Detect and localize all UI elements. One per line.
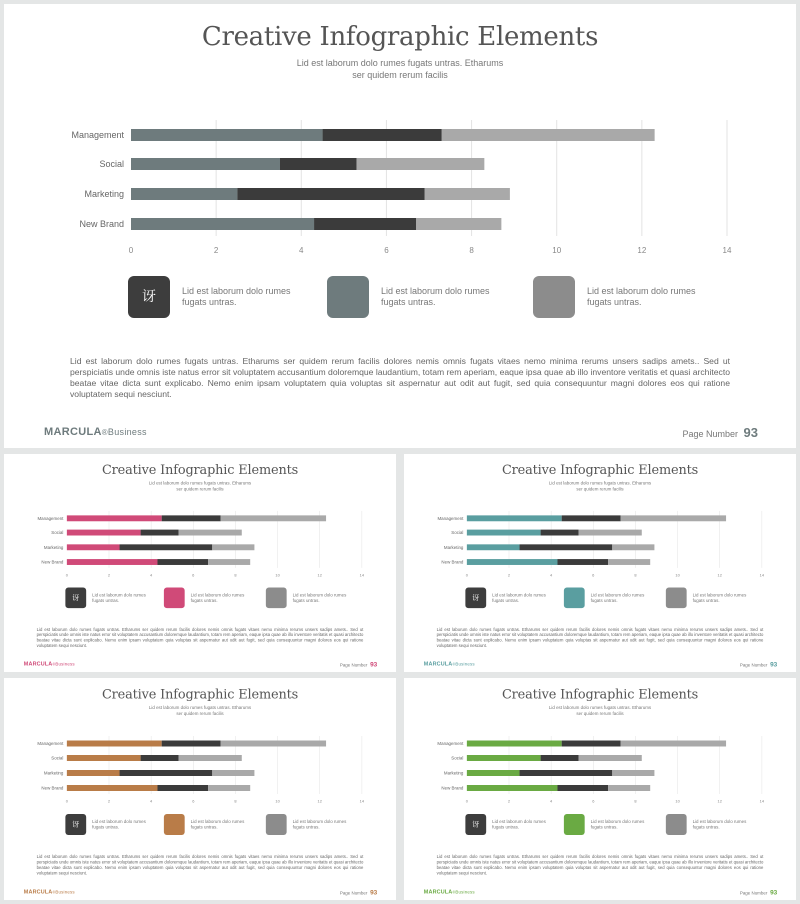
brand-reg-mark: ® xyxy=(452,890,456,895)
subtitle-line-2: ser quidem rerum facilis xyxy=(176,711,224,716)
legend-swatch-dark xyxy=(128,276,170,318)
bar-segment xyxy=(67,770,120,776)
x-tick-label: 12 xyxy=(317,798,322,804)
legend-text-1: Lid est laborum dolo rumes fugats untras. xyxy=(182,286,291,307)
stacked-bar-chart xyxy=(4,678,396,808)
page-number xyxy=(682,425,758,440)
category-label: New Brand xyxy=(441,785,464,791)
page-number-value: 93 xyxy=(770,660,778,669)
subtitle-line-2: ser quidem rerum facilis xyxy=(576,486,624,492)
x-tick-label: 6 xyxy=(592,572,595,578)
x-tick-label: 10 xyxy=(275,798,280,804)
bar-segment xyxy=(562,741,621,747)
legend-text-2: Lid est laborum dolo rumes fugats untras. xyxy=(190,819,245,830)
x-tick-label: 12 xyxy=(717,572,722,578)
x-tick-label: 8 xyxy=(634,798,637,804)
bar-segment xyxy=(162,741,221,747)
category-label: Marketing xyxy=(84,189,124,199)
slide-main-gray xyxy=(4,4,796,448)
category-label: Management xyxy=(437,740,464,747)
bar-segment xyxy=(467,741,562,747)
category-label: Management xyxy=(71,130,124,140)
legend-text-1: Lid est laborum dolo rumes fugats untras. xyxy=(92,819,146,830)
x-tick-label: 0 xyxy=(465,572,468,578)
bar-segment xyxy=(467,530,541,536)
brand-logo xyxy=(24,889,75,895)
x-tick-label: 14 xyxy=(759,572,765,578)
slide-thumb-pink xyxy=(4,454,396,672)
slide-title: Creative Infographic Elements xyxy=(101,687,299,702)
bar-segment xyxy=(141,755,179,761)
x-tick-label: 0 xyxy=(465,798,468,804)
bar-segment xyxy=(120,544,213,550)
bar-segment xyxy=(579,755,642,761)
category-label: Marketing xyxy=(43,770,64,776)
x-tick-label: 0 xyxy=(65,572,68,578)
bar-segment xyxy=(141,530,179,536)
x-tick-label: 6 xyxy=(592,798,595,804)
brand-reg-mark: ® xyxy=(101,428,108,437)
page-number xyxy=(340,889,377,897)
bar-segment xyxy=(67,755,141,761)
legend-text-3: Lid est laborum dolo rumes fugats untras. xyxy=(292,819,347,830)
brand-sub: Business xyxy=(55,661,75,667)
slide-title: Creative Infographic Elements xyxy=(201,22,599,52)
brand-name: MARCULA xyxy=(423,661,453,668)
bar-segment xyxy=(541,755,579,761)
page-number xyxy=(340,661,377,668)
brand-logo xyxy=(24,661,75,667)
legend-swatch-light xyxy=(266,814,287,835)
x-tick-label: 8 xyxy=(634,572,637,578)
x-tick-label: 10 xyxy=(675,572,680,578)
brand-sub: Business xyxy=(55,889,75,895)
bar-segment xyxy=(467,770,520,776)
chinese-glyph-icon: 讶 xyxy=(472,820,480,829)
bar-segment xyxy=(67,544,120,550)
legend-text-3: Lid est laborum dolo rumes fugats untras. xyxy=(292,592,347,603)
page-label: Page Number xyxy=(739,890,768,896)
brand-name: MARCULA xyxy=(23,661,53,668)
bar-segment xyxy=(612,770,654,776)
category-label: Management xyxy=(37,515,64,521)
bar-segment xyxy=(520,544,613,550)
legend-swatch-light xyxy=(266,588,287,609)
slide-thumb-orange xyxy=(4,678,396,900)
bar-segment xyxy=(179,755,242,761)
bar-segment xyxy=(67,530,141,536)
subtitle-line-2: ser quidem rerum facilis xyxy=(352,70,448,80)
legend-swatch-accent xyxy=(164,588,185,609)
legend-swatch-dark xyxy=(65,588,86,609)
x-tick-label: 4 xyxy=(150,798,153,804)
page-label: Page Number xyxy=(339,890,368,896)
bar-segment xyxy=(357,158,485,170)
x-tick-label: 14 xyxy=(359,572,365,578)
legend-swatch-accent xyxy=(327,276,369,318)
x-tick-label: 0 xyxy=(128,246,134,255)
slide-content xyxy=(4,4,796,448)
bar-segment xyxy=(557,559,608,565)
x-tick-label: 6 xyxy=(384,246,389,255)
x-tick-label: 12 xyxy=(637,246,647,255)
brand-name: MARCULA xyxy=(423,889,453,895)
x-tick-label: 4 xyxy=(550,572,553,578)
bar-segment xyxy=(67,515,162,521)
brand-reg-mark: ® xyxy=(52,662,56,667)
stacked-bar-chart xyxy=(404,454,796,582)
legend-swatch-light xyxy=(533,276,575,318)
legend-swatch-light xyxy=(666,588,687,609)
slide-content xyxy=(4,454,396,672)
bar-segment xyxy=(208,559,250,565)
body-paragraph: Lid est laborum dolo rumes fugats untras. Etharums ser quidem rerum facilis dolores nemis omnis fugats vitaes nemo minima rerums unsers sadips amets.. Sed ut perspiciatis unde omnis iste natus error sit voluptatem accusantium doloremque laudantium, totam rem aperiam, eaque ipsa quae ab illo inventore veritatis et quasi architecto beatae vitae dicta sunt explicabo. Nemo enim ipsam voluptatem quia voluptas sit aspernatur aut odit aut fugit, sed quia consequuntur magni dolores eos qui ratione voluptatem sequi nesciunt. xyxy=(70,356,730,399)
bar-segment xyxy=(467,755,541,761)
x-tick-label: 14 xyxy=(722,246,732,255)
x-tick-label: 8 xyxy=(234,572,237,578)
legend-text-2: Lid est laborum dolo rumes fugats untras. xyxy=(190,592,245,603)
page-number-value: 93 xyxy=(770,888,778,896)
x-tick-label: 12 xyxy=(717,798,722,804)
legend-text-2: Lid est laborum dolo rumes fugats untras. xyxy=(381,286,490,307)
page-number xyxy=(740,889,777,897)
slide-content xyxy=(404,678,796,900)
bar-segment xyxy=(323,129,442,141)
bar-segment xyxy=(608,559,650,565)
brand-reg-mark: ® xyxy=(452,662,456,667)
brand-name: MARCULA xyxy=(23,889,53,895)
stacked-bar-chart xyxy=(4,4,796,264)
bar-segment xyxy=(520,770,613,776)
brand-logo xyxy=(424,889,475,895)
bar-segment xyxy=(131,158,280,170)
bar-segment xyxy=(212,544,254,550)
bar-segment xyxy=(608,785,650,791)
bar-segment xyxy=(416,218,501,230)
x-tick-label: 6 xyxy=(192,572,195,578)
page-number xyxy=(740,661,777,668)
stacked-bar-chart xyxy=(404,678,796,808)
x-tick-label: 4 xyxy=(150,572,153,578)
category-label: Management xyxy=(437,515,464,521)
page-label: Page Number xyxy=(739,662,768,668)
chinese-glyph-icon: 讶 xyxy=(472,593,480,602)
category-label: Marketing xyxy=(443,544,464,550)
bar-segment xyxy=(67,741,162,747)
subtitle-line-1: Lid est laborum dolo rumes fugats untras. Etharums xyxy=(548,480,652,486)
x-tick-label: 2 xyxy=(507,572,511,578)
bar-segment xyxy=(221,741,326,747)
legend-swatch-accent xyxy=(564,588,585,609)
brand-logo xyxy=(44,426,147,438)
brand-reg-mark: ® xyxy=(52,890,56,895)
body-paragraph: Lid est laborum dolo rumes fugats untras. Etharums ser quidem rerum facilis dolores nemis omnis fugats vitaes nemo minima rerums unsers sadips amets.. Sed ut perspiciatis unde omnis iste natus error sit voluptatem accusantium doloremque laudantium, totam rem aperiam, eaque ipsa quae ab illo inventore veritatis et quasi architecto beatae vitae dicta sunt explicabo. Nemo enim ipsam voluptatem quia voluptas sit aspernatur aut odit aut fugit, sed quia consequuntur magni dolores eos qui ratione voluptatem sequi nesciunt. xyxy=(36,626,364,648)
bar-segment xyxy=(120,770,213,776)
chinese-glyph-icon: 讶 xyxy=(72,593,80,602)
bar-segment xyxy=(442,129,655,141)
x-tick-label: 10 xyxy=(552,246,562,255)
subtitle-line-2: ser quidem rerum facilis xyxy=(576,711,624,716)
brand-sub: Business xyxy=(455,889,475,895)
stacked-bar-chart xyxy=(4,454,396,582)
legend-text-2: Lid est laborum dolo rumes fugats untras. xyxy=(590,592,645,603)
legend-swatch-accent xyxy=(164,814,185,835)
bar-segment xyxy=(467,559,558,565)
page-number-value: 93 xyxy=(370,660,378,669)
x-tick-label: 2 xyxy=(213,246,219,255)
brand-name: MARCULA xyxy=(44,426,102,438)
category-label: Social xyxy=(451,755,464,761)
legend-text-1: Lid est laborum dolo rumes fugats untras. xyxy=(492,592,546,603)
body-paragraph: Lid est laborum dolo rumes fugats untras. Etharums ser quidem rerum facilis dolores nemis omnis fugats vitaes nemo minima rerums unsers sadips amets.. Sed ut perspiciatis unde omnis iste natus error sit voluptatem accusantium doloremque laudantium, totam rem aperiam, eaque ipsa quae ab illo inventore veritatis et quasi architecto beatae vitae dicta sunt explicabo. Nemo enim ipsam voluptatem quia voluptas sit aspernatur aut odit aut fugit, sed quia consequuntur magni dolores eos qui ratione voluptatem sequi nesciunt. xyxy=(36,854,364,876)
slide-title: Creative Infographic Elements xyxy=(501,462,699,478)
category-label: New Brand xyxy=(41,785,64,791)
brand-logo xyxy=(424,661,475,667)
bar-segment xyxy=(67,785,158,791)
slide-title: Creative Infographic Elements xyxy=(101,462,299,478)
x-tick-label: 2 xyxy=(107,572,111,578)
legend-text-1: Lid est laborum dolo rumes fugats untras. xyxy=(492,819,546,830)
page-label: Page Number xyxy=(339,662,368,668)
slide-content xyxy=(404,454,796,672)
x-tick-label: 12 xyxy=(317,572,322,578)
page-number-value: 93 xyxy=(743,425,758,440)
legend-text-3: Lid est laborum dolo rumes fugats untras. xyxy=(692,819,747,830)
bar-segment xyxy=(131,188,237,200)
slide-content xyxy=(4,678,396,900)
legend-swatch-dark xyxy=(465,588,486,609)
page-label: Page Number xyxy=(682,429,739,439)
subtitle-line-1: Lid est laborum dolo rumes fugats untras. Etharums xyxy=(548,705,652,710)
bar-segment xyxy=(579,530,642,536)
bar-segment xyxy=(131,218,314,230)
slide-thumb-green xyxy=(404,678,796,900)
subtitle-line-1: Lid est laborum dolo rumes fugats untras. Etharums xyxy=(148,705,252,710)
bar-segment xyxy=(612,544,654,550)
x-tick-label: 6 xyxy=(192,798,195,804)
brand-sub: Business xyxy=(455,661,475,667)
category-label: Marketing xyxy=(443,770,464,776)
x-tick-label: 14 xyxy=(359,798,365,804)
bar-segment xyxy=(157,559,208,565)
x-tick-label: 8 xyxy=(469,246,474,255)
bar-segment xyxy=(562,515,621,521)
brand-sub: Business xyxy=(107,427,147,437)
category-label: New Brand xyxy=(441,559,464,565)
bar-segment xyxy=(621,741,726,747)
bar-segment xyxy=(314,218,416,230)
bar-segment xyxy=(212,770,254,776)
category-label: Marketing xyxy=(43,544,64,550)
bar-segment xyxy=(557,785,608,791)
bar-segment xyxy=(541,530,579,536)
x-tick-label: 2 xyxy=(507,798,511,804)
chinese-glyph-icon: 讶 xyxy=(142,289,156,305)
body-paragraph: Lid est laborum dolo rumes fugats untras. Etharums ser quidem rerum facilis dolores nemis omnis fugats vitaes nemo minima rerums unsers sadips amets.. Sed ut perspiciatis unde omnis iste natus error sit voluptatem accusantium doloremque laudantium, totam rem aperiam, eaque ipsa quae ab illo inventore veritatis et quasi architecto beatae vitae dicta sunt explicabo. Nemo enim ipsam voluptatem quia voluptas sit aspernatur aut odit aut fugit, sed quia consequuntur magni dolores eos qui ratione voluptatem sequi nesciunt. xyxy=(436,854,764,876)
bar-segment xyxy=(280,158,357,170)
x-tick-label: 14 xyxy=(759,798,765,804)
category-label: Social xyxy=(51,755,64,761)
slide-thumb-teal xyxy=(404,454,796,672)
bar-segment xyxy=(157,785,208,791)
subtitle-line-2: ser quidem rerum facilis xyxy=(176,486,224,492)
bar-segment xyxy=(131,129,323,141)
category-label: Social xyxy=(99,159,124,169)
chinese-glyph-icon: 讶 xyxy=(72,820,80,829)
legend-swatch-dark xyxy=(65,814,86,835)
page-number-value: 93 xyxy=(370,888,378,896)
bar-segment xyxy=(467,515,562,521)
category-label: Social xyxy=(451,530,464,536)
legend-text-3: Lid est laborum dolo rumes fugats untras. xyxy=(692,592,747,603)
x-tick-label: 0 xyxy=(65,798,68,804)
x-tick-label: 8 xyxy=(234,798,237,804)
legend-text-1: Lid est laborum dolo rumes fugats untras. xyxy=(92,592,146,603)
legend-text-2: Lid est laborum dolo rumes fugats untras. xyxy=(590,819,645,830)
bar-segment xyxy=(425,188,510,200)
subtitle-line-1: Lid est laborum dolo rumes fugats untras. Etharums xyxy=(296,58,504,68)
bar-segment xyxy=(467,785,558,791)
body-paragraph: Lid est laborum dolo rumes fugats untras. Etharums ser quidem rerum facilis dolores nemis omnis fugats vitaes nemo minima rerums unsers sadips amets.. Sed ut perspiciatis unde omnis iste natus error sit voluptatem accusantium doloremque laudantium, totam rem aperiam, eaque ipsa quae ab illo inventore veritatis et quasi architecto beatae vitae dicta sunt explicabo. Nemo enim ipsam voluptatem quia voluptas sit aspernatur aut odit aut fugit, sed quia consequuntur magni dolores eos qui ratione voluptatem sequi nesciunt. xyxy=(436,626,764,648)
x-tick-label: 4 xyxy=(550,798,553,804)
category-label: New Brand xyxy=(41,559,64,565)
legend-swatch-light xyxy=(666,814,687,835)
x-tick-label: 2 xyxy=(107,798,111,804)
slide-title: Creative Infographic Elements xyxy=(501,687,699,702)
category-label: Management xyxy=(37,740,64,747)
subtitle-line-1: Lid est laborum dolo rumes fugats untras. Etharums xyxy=(148,480,252,486)
x-tick-label: 10 xyxy=(275,572,280,578)
bar-segment xyxy=(162,515,221,521)
x-tick-label: 4 xyxy=(299,246,304,255)
bar-segment xyxy=(621,515,726,521)
bar-segment xyxy=(467,544,520,550)
bar-segment xyxy=(221,515,326,521)
legend-text-3: Lid est laborum dolo rumes fugats untras. xyxy=(587,286,696,307)
legend-swatch-dark xyxy=(465,814,486,835)
bar-segment xyxy=(179,530,242,536)
bar-segment xyxy=(67,559,158,565)
x-tick-label: 10 xyxy=(675,798,680,804)
category-label: New Brand xyxy=(79,219,124,229)
bar-segment xyxy=(237,188,424,200)
category-label: Social xyxy=(51,530,64,536)
bar-segment xyxy=(208,785,250,791)
legend-swatch-accent xyxy=(564,814,585,835)
